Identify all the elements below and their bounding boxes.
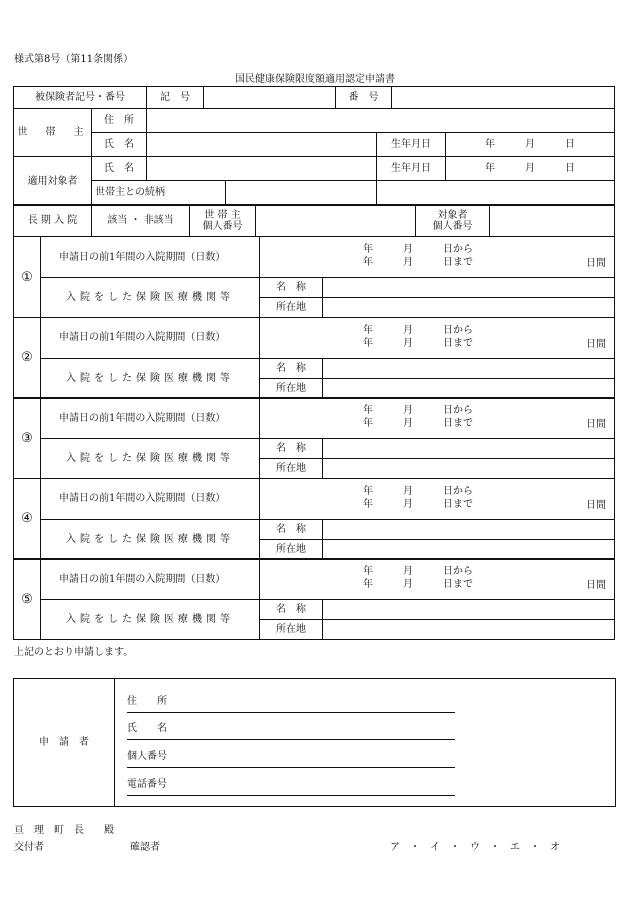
institution-label: 入院をした保険医療機関等 [41, 358, 260, 398]
period-from: 年 月 日から [363, 485, 473, 497]
inst-name-field[interactable] [323, 519, 615, 539]
form-number: 様式第8号（第11条関係） [14, 54, 134, 65]
household-table [13, 108, 615, 206]
long-stay-table [13, 204, 615, 237]
insured-number-label: 被保険者記号・番号 [14, 87, 147, 109]
head-mynumber-field[interactable] [256, 205, 416, 237]
head-name-label: 氏 名 [92, 133, 147, 157]
inst-location-label: 所在地 [260, 620, 323, 640]
hospitalization-entry [13, 236, 615, 318]
period-to: 年 月 日まで [363, 498, 473, 510]
period-field[interactable] [260, 478, 615, 519]
form-title: 国民健康保険限度額適用認定申請書 [235, 74, 395, 85]
applicant-label: 申 請 者 [39, 737, 89, 748]
target-mynumber-label: 対象者 個人番号 [416, 205, 490, 237]
period-from: 年 月 日から [363, 566, 473, 577]
period-field[interactable] [260, 317, 615, 358]
days-label: 日間 [586, 419, 606, 430]
hospitalization-entry [13, 317, 615, 399]
inst-location-field[interactable] [323, 298, 615, 318]
inst-location-label: 所在地 [260, 298, 323, 318]
inst-location-field[interactable] [323, 539, 615, 559]
head-address-field[interactable] [147, 109, 615, 133]
period-to: 年 月 日まで [363, 579, 473, 590]
head-birth-label: 生年月日 [377, 133, 446, 157]
entry-number: ④ [14, 478, 41, 559]
period-field[interactable] [260, 398, 615, 439]
hospitalization-entry [13, 478, 615, 560]
institution-label: 入院をした保険医療機関等 [41, 600, 260, 640]
inst-location-label: 所在地 [260, 378, 323, 398]
applicant-phone-field[interactable]: 電話番号 [127, 777, 455, 796]
applicant-name-field[interactable]: 氏 名 [127, 721, 455, 740]
target-name-field[interactable] [147, 157, 377, 181]
head-name-field[interactable] [147, 133, 377, 157]
inst-location-field[interactable] [323, 620, 615, 640]
head-birth-field[interactable]: 年 月 日 [446, 133, 615, 157]
period-label: 申請日の前1年間の入院期間（日数） [41, 559, 260, 600]
period-from: 年 月 日から [363, 324, 473, 336]
inst-name-label: 名 称 [260, 519, 323, 539]
inst-location-label: 所在地 [260, 459, 323, 479]
inst-name-label: 名 称 [260, 278, 323, 298]
kigo-field[interactable] [204, 87, 336, 109]
relation-cell[interactable] [92, 181, 377, 206]
period-label: 申請日の前1年間の入院期間（日数） [41, 237, 260, 278]
target-name-label: 氏 名 [92, 157, 147, 181]
kana-options[interactable]: ア ・ イ ・ ウ ・ エ ・ オ [390, 842, 560, 853]
confirmer-label: 確認者 [130, 842, 160, 853]
days-label: 日間 [586, 580, 606, 591]
relation-field[interactable] [226, 181, 376, 205]
period-label: 申請日の前1年間の入院期間（日数） [41, 398, 260, 439]
inst-location-field[interactable] [323, 378, 615, 398]
institution-label: 入院をした保険医療機関等 [41, 278, 260, 318]
applicant-address-field[interactable]: 住 所 [127, 694, 455, 713]
period-to: 年 月 日まで [363, 257, 473, 268]
inst-location-label: 所在地 [260, 539, 323, 559]
entry-number: ② [14, 317, 41, 398]
entry-number: ⑤ [14, 559, 41, 640]
days-label: 日間 [586, 499, 606, 511]
period-field[interactable] [260, 237, 615, 278]
hospitalization-entry [13, 397, 615, 479]
applicant-mynumber-field[interactable]: 個人番号 [127, 749, 455, 768]
relation-blank [377, 181, 615, 206]
header-table [13, 86, 615, 109]
long-stay-label: 長 期 入 院 [14, 205, 92, 237]
inst-name-label: 名 称 [260, 600, 323, 620]
head-address-label: 住 所 [92, 109, 147, 133]
inst-name-field[interactable] [323, 439, 615, 459]
addressee: 亘 理 町 長 殿 [14, 825, 114, 836]
period-label: 申請日の前1年間の入院期間（日数） [41, 478, 260, 519]
institution-label: 入院をした保険医療機関等 [41, 519, 260, 559]
inst-name-label: 名 称 [260, 439, 323, 459]
inst-name-label: 名 称 [260, 358, 323, 378]
hospitalization-entry [13, 558, 615, 640]
applicable-toggle[interactable]: 該当 ・ 非該当 [92, 205, 190, 237]
entry-number: ① [14, 237, 41, 318]
kigo-label: 記 号 [147, 87, 204, 109]
period-from: 年 月 日から [363, 244, 473, 255]
days-label: 日間 [586, 338, 606, 350]
target-person-label: 適用対象者 [14, 157, 92, 206]
target-birth-field[interactable]: 年 月 日 [446, 157, 615, 181]
relation-label: 世帯主との続柄 [92, 181, 226, 205]
target-mynumber-field[interactable] [490, 205, 615, 237]
entry-number: ③ [14, 398, 41, 479]
head-mynumber-label: 世 帯 主 個人番号 [190, 205, 256, 237]
inst-name-field[interactable] [323, 278, 615, 298]
inst-location-field[interactable] [323, 459, 615, 479]
bango-field[interactable] [392, 87, 615, 109]
institution-label: 入院をした保険医療機関等 [41, 439, 260, 479]
inst-name-field[interactable] [323, 600, 615, 620]
days-label: 日間 [586, 258, 606, 269]
declaration-text: 上記のとおり申請します。 [14, 647, 134, 658]
period-to: 年 月 日まで [363, 418, 473, 429]
target-birth-label: 生年月日 [377, 157, 446, 181]
period-field[interactable] [260, 559, 615, 600]
household-head-label: 世 帯 主 [14, 109, 92, 157]
inst-name-field[interactable] [323, 358, 615, 378]
period-to: 年 月 日まで [363, 337, 473, 349]
period-label: 申請日の前1年間の入院期間（日数） [41, 317, 260, 358]
period-from: 年 月 日から [363, 405, 473, 416]
bango-label: 番 号 [336, 87, 392, 109]
issuer-label: 交付者 [14, 842, 44, 853]
